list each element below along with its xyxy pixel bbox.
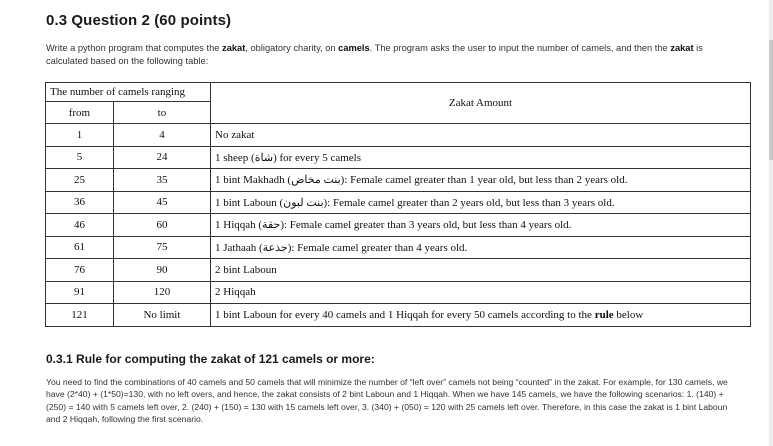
cell-amount: 1 bint Makhadh (بنت مخاض): Female camel greater than 1 year old, but less than 2 years old. xyxy=(211,169,751,192)
cell-to: 120 xyxy=(113,281,210,304)
table-row xyxy=(46,169,751,192)
rule-paragraph: You need to find the combinations of 40 camels and 50 camels that will minimize the number of “left over” camels not being “counted” in the zakat. For example, for 130 camels, we have (2*40) + (1*50)=130, with no left overs, and hence, the zakat consists of 2 bint Laboun and 1 Hiqqah. When we have 145 camels, we have the following scenarios: 1. (140) + (250) = 140 with 5 camels left over, 2. (240) + (150) = 130 with 15 camels left over, 3. (340) + (050) = 120 with 25 camels left over. Therefore, in this case the zakat is 1 bint Laboun and 2 Hiqqah, following the first scenario. xyxy=(46,377,728,425)
scrollbar-thumb[interactable] xyxy=(769,40,773,160)
cell-to: 4 xyxy=(113,124,210,147)
cell-to: 90 xyxy=(113,259,210,282)
table-row xyxy=(46,191,751,214)
header-from: from xyxy=(46,102,114,124)
cell-from: 76 xyxy=(46,259,114,282)
amount-segment-bold: rule xyxy=(594,308,614,321)
header-camels-range: The number of camels ranging xyxy=(46,83,211,102)
amount-segment: below xyxy=(613,308,644,321)
cell-from: 5 xyxy=(46,146,114,169)
header-to: to xyxy=(113,102,210,124)
page-scrollbar[interactable] xyxy=(769,0,773,446)
cell-to: No limit xyxy=(113,304,210,327)
intro-segment: Write a python program that computes the xyxy=(46,43,223,53)
cell-amount: No zakat xyxy=(211,124,751,147)
cell-from: 36 xyxy=(46,191,114,214)
cell-to: 60 xyxy=(113,214,210,237)
cell-to: 75 xyxy=(113,236,210,259)
table-row xyxy=(46,146,751,169)
cell-amount xyxy=(211,304,751,327)
cell-amount: 1 bint Laboun (بنت لبون): Female camel greater than 2 years old, but less than 3 years old. xyxy=(211,191,751,214)
table-row xyxy=(46,281,751,304)
intro-segment: , obligatory charity, on xyxy=(245,43,339,53)
cell-from: 91 xyxy=(46,281,114,304)
cell-from: 46 xyxy=(46,214,114,237)
amount-segment: 1 bint Laboun for every 40 camels and 1 Hiqqah for every 50 camels according to the xyxy=(215,308,595,321)
cell-amount: 1 Hiqqah (حقة): Female camel greater than 3 years old, but less than 4 years old. xyxy=(211,214,751,237)
intro-segment: is calculated based on the following table: xyxy=(46,43,703,66)
cell-amount: 1 Jathaah (جذعة): Female camel greater than 4 years old. xyxy=(211,236,751,259)
cell-to: 35 xyxy=(113,169,210,192)
cell-from: 61 xyxy=(46,236,114,259)
intro-segment: . The program asks the user to input the number of camels, and then the xyxy=(369,43,671,53)
intro-segment-bold: zakat xyxy=(670,43,694,53)
cell-to: 24 xyxy=(113,146,210,169)
intro-segment-bold: camels xyxy=(338,43,370,53)
subsection-title: 0.3.1 Rule for computing the zakat of 121 camels or more: xyxy=(46,352,375,366)
table-row xyxy=(46,304,751,327)
cell-to: 45 xyxy=(113,191,210,214)
table-row xyxy=(46,259,751,282)
intro-segment-bold: zakat xyxy=(222,43,246,53)
question-title: 0.3 Question 2 (60 points) xyxy=(46,12,232,29)
cell-from: 25 xyxy=(46,169,114,192)
table-header-row xyxy=(46,83,751,102)
cell-from: 121 xyxy=(46,304,114,327)
header-zakat-amount: Zakat Amount xyxy=(211,83,751,124)
cell-amount: 2 Hiqqah xyxy=(211,281,751,304)
zakat-table xyxy=(45,82,751,327)
table-row xyxy=(46,236,751,259)
cell-amount: 2 bint Laboun xyxy=(211,259,751,282)
table-row xyxy=(46,214,751,237)
question-intro xyxy=(46,42,736,68)
cell-amount: 1 sheep (شاة) for every 5 camels xyxy=(211,146,751,169)
table-row xyxy=(46,124,751,147)
cell-from: 1 xyxy=(46,124,114,147)
